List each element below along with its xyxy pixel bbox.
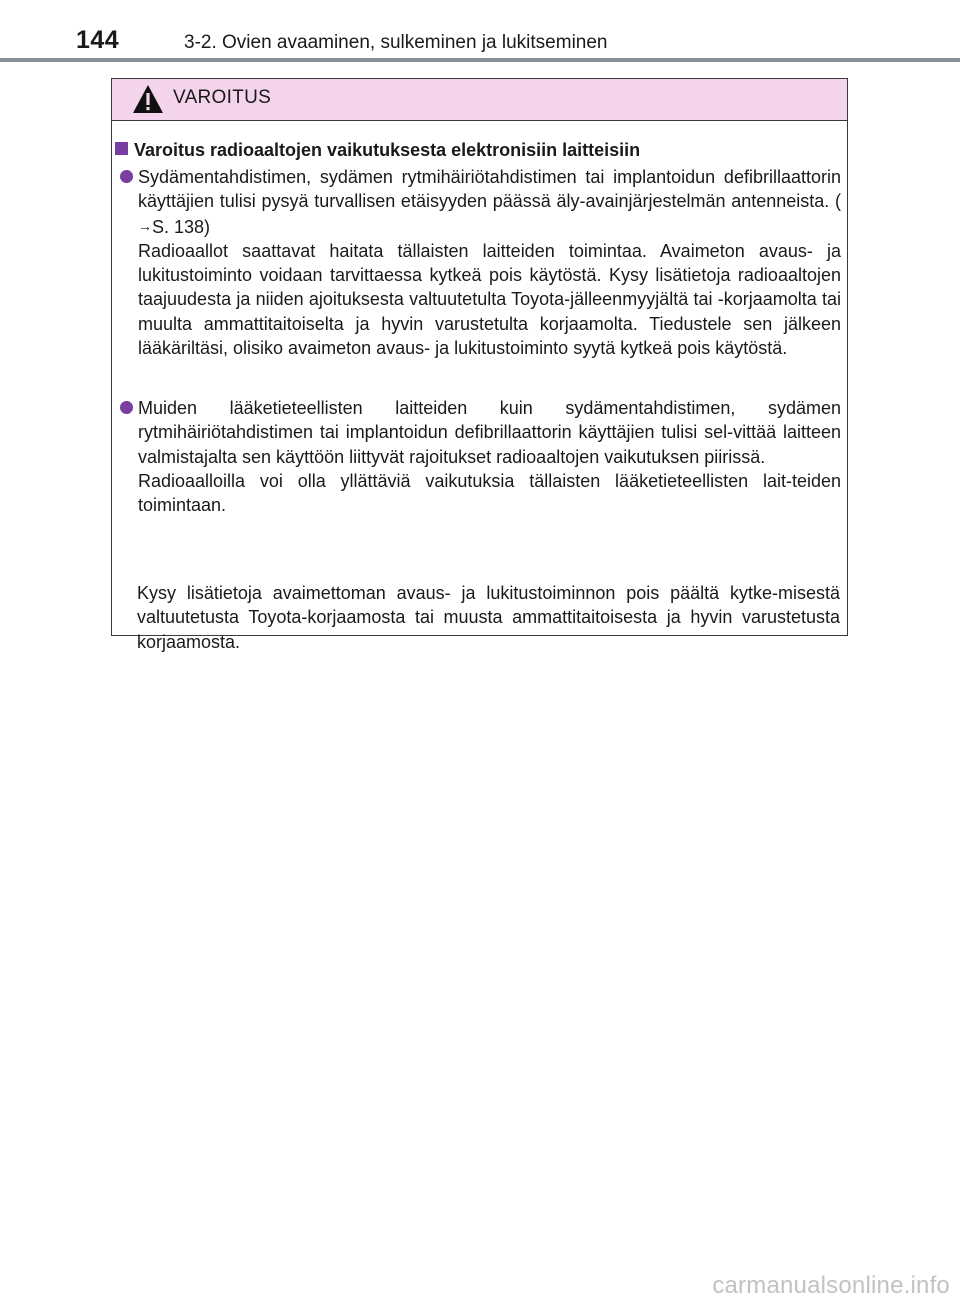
- arrow-right-icon: →: [138, 217, 152, 234]
- page-reference: S. 138): [152, 216, 211, 237]
- warning-triangle-icon: [132, 84, 164, 114]
- list-item-paragraph: [138, 165, 841, 239]
- list-item: [138, 396, 841, 517]
- bullet-dot-icon: [120, 170, 133, 183]
- subheading-text: Varoitus radioaaltojen vaikutuksesta elektronisiin laitteisiin: [134, 140, 641, 160]
- warning-header: [112, 79, 847, 121]
- header-rule: [0, 58, 960, 62]
- watermark: carmanualsonline.info: [712, 1272, 950, 1299]
- warning-box: [111, 78, 848, 652]
- warning-subheading: [115, 138, 840, 162]
- square-bullet-icon: [115, 142, 128, 155]
- list-item-text: Sydämentahdistimen, sydämen rytmihäiriötahdistimen tai implantoidun defibrillaattorin käyttäjien tulisi pysyä turvallisen etäisyyden päässä äly-avainjärjestelmän antenneista. (: [138, 167, 841, 212]
- closing-paragraph: Kysy lisätietoja avaimettoman avaus- ja lukitustoiminnon pois päältä kytke-misestä valtuutetusta Toyota-korjaamosta tai muusta ammattitaitoisesta ja hyvin varustetusta korjaamosta.: [137, 583, 840, 652]
- section-title: 3-2. Ovien avaaminen, sulkeminen ja lukitseminen: [184, 32, 608, 53]
- list-item-paragraph: Muiden lääketieteellisten laitteiden kuin sydämentahdistimen, sydämen rytmihäiriötahdistimen tai implantoidun defibrillaattorin käyttäjien tulisi sel-vittää laitteen valmistajalta sen käyttöön liittyvät rajoitukset radioaaltojen vaikutuksen piirissä.: [138, 398, 841, 467]
- warning-title: VAROITUS: [173, 87, 272, 108]
- page-number: 144: [76, 26, 120, 54]
- list-item: [138, 165, 841, 360]
- bullet-dot-icon: [120, 401, 133, 414]
- list-item-paragraph: Radioaallot saattavat haitata tällaisten laitteiden toimintaa. Avaimeton avaus- ja lukitustoiminto voidaan tarvittaessa kytkeä pois käytöstä. Kysy lisätietoja radioaaltojen taajuudesta ja niiden ajoituksesta valtuutetulta Toyota-jälleenmyyjältä tai -korjaamolta tai muulta ammattitaitoiselta ja hyvin varustetulta korjaamolta. Tiedustele sen jälkeen lääkäriltäsi, olisiko avaimeton avaus- ja lukitustoiminto syytä kytkeä pois käytöstä.: [138, 240, 841, 359]
- list-item-paragraph: Radioaalloilla voi olla yllättäviä vaikutuksia tällaisten lääketieteellisten lait-teiden toimintaan.: [138, 470, 841, 516]
- page-header: [0, 0, 960, 62]
